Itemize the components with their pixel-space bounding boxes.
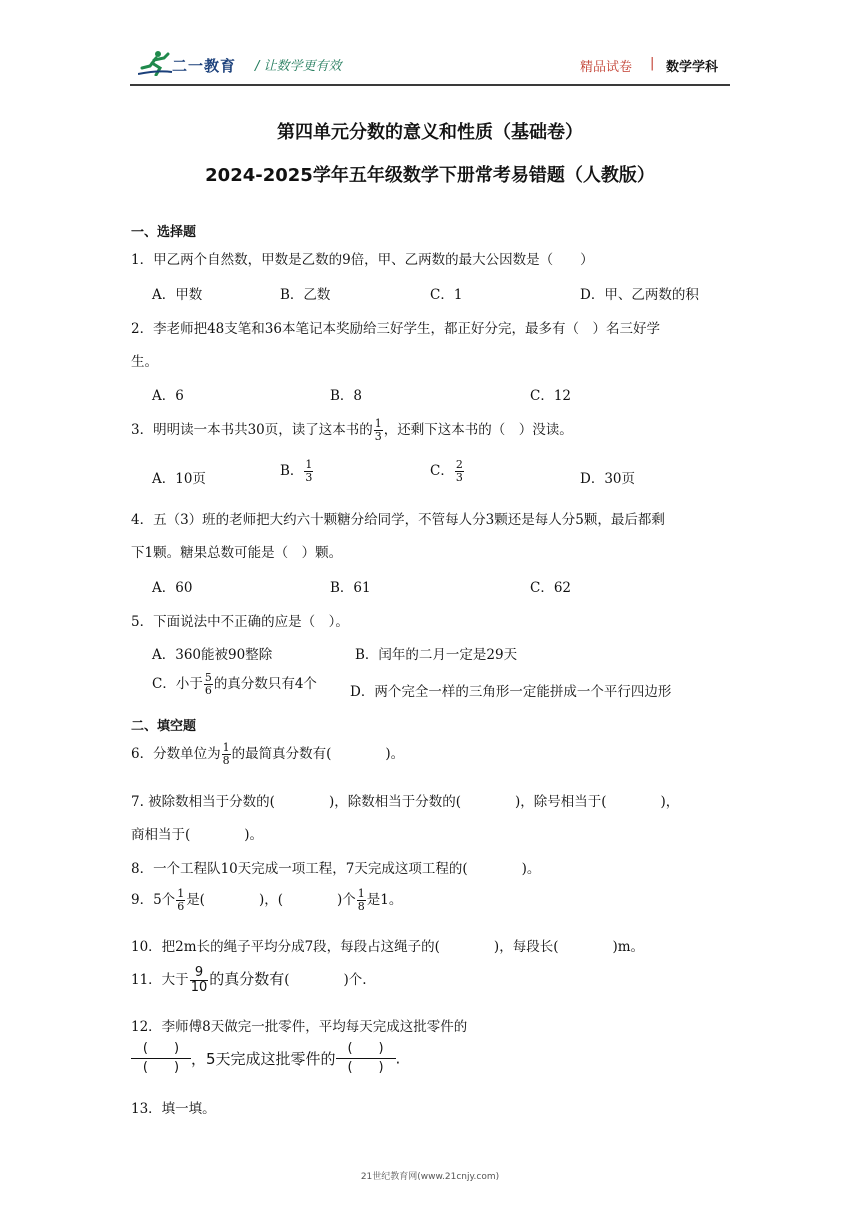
- fraction-1-3: [304, 459, 313, 484]
- denominator: 3: [374, 430, 382, 443]
- question-12-line1: 12．李师傅8天做完一批零件，平均每天完成这批零件的: [131, 1019, 468, 1035]
- q11-suffix: ( )个.: [284, 972, 367, 988]
- numerator: 1: [222, 741, 230, 754]
- q5-option-c-prefix: C．小于: [152, 676, 203, 692]
- blank-fraction[interactable]: [131, 1040, 191, 1077]
- numerator: 5: [204, 671, 212, 684]
- fraction-5-6: [204, 672, 213, 697]
- q3-option-b-label: B．: [280, 463, 304, 479]
- q2-option-c: C．12: [530, 388, 572, 404]
- numerator: 9: [190, 966, 209, 981]
- q5-option-a: A．360能被90整除: [152, 647, 273, 663]
- q9-suffix: 是1。: [366, 892, 403, 908]
- q3-option-d: D．30页: [580, 471, 636, 487]
- q12-middle: ，5天完成这批零件的: [191, 1050, 336, 1068]
- numerator: 1: [357, 887, 365, 900]
- q4-option-c: C．62: [530, 580, 572, 596]
- page-title: 第四单元分数的意义和性质（基础卷）: [277, 122, 583, 143]
- fraction-2-3: [455, 459, 464, 484]
- fraction-9-10: [190, 966, 209, 995]
- q5-option-c: [152, 672, 317, 697]
- fraction-1-8: [357, 888, 366, 913]
- q1-option-b: B．乙数: [280, 287, 331, 303]
- question-4-line2: 下1颗。糖果总数可能是（ ）颗。: [131, 545, 343, 561]
- q9-middle: 是( )，( )个: [186, 892, 356, 908]
- fraction-1-8: [222, 742, 231, 767]
- denominator: 3: [455, 471, 463, 484]
- q1-option-d: D．甲、乙两数的积: [580, 287, 699, 303]
- fraction-1-3: [374, 418, 383, 443]
- question-12-line2: [131, 1040, 400, 1077]
- q3-suffix: ，还剩下这本书的（ ）没读。: [383, 422, 573, 438]
- blank-numerator[interactable]: ( ): [131, 1040, 191, 1059]
- premium-label: 精品试卷: [580, 60, 633, 75]
- blank-numerator[interactable]: ( ): [336, 1040, 396, 1059]
- denominator: 10: [190, 980, 208, 995]
- q11-prefix: 11．大于: [131, 972, 189, 988]
- q11-middle: 的真分数有: [209, 970, 285, 988]
- question-11: [131, 966, 367, 995]
- denominator: 8: [357, 900, 365, 913]
- q1-option-a: A．甲数: [152, 287, 203, 303]
- header-separator: |: [650, 56, 655, 71]
- numerator: 2: [455, 458, 463, 471]
- question-2-line2: 生。: [131, 354, 158, 370]
- q2-option-a: A．6: [152, 388, 184, 404]
- question-7-line2: 商相当于( )。: [131, 827, 264, 843]
- denominator: 3: [305, 471, 313, 484]
- question-3: [131, 418, 573, 443]
- q3-option-a: A．10页: [152, 471, 206, 487]
- numerator: 1: [374, 417, 382, 430]
- question-6: [131, 742, 404, 767]
- section-heading-fill: 二、填空题: [131, 719, 197, 734]
- q5-option-c-suffix: 的真分数只有4个: [213, 676, 317, 692]
- blank-denominator[interactable]: ( ): [347, 1060, 384, 1075]
- brand-name: 二一教育: [172, 57, 237, 75]
- question-5: 5．下面说法中不正确的应是（ ）。: [131, 614, 349, 630]
- question-10: 10．把2m长的绳子平均分成7段，每段占这绳子的( )，每段长( )m。: [131, 939, 645, 955]
- numerator: 1: [305, 458, 313, 471]
- page-footer: 21世纪教育网(www.21cnjy.com): [360, 1172, 500, 1182]
- q6-prefix: 6．分数单位为: [131, 746, 221, 762]
- question-4-line1: 4．五（3）班的老师把大约六十颗糖分给同学，不管每人分3颗还是每人分5颗，最后都剩: [131, 512, 665, 528]
- q4-option-b: B．61: [330, 580, 371, 596]
- question-8: 8．一个工程队10天完成一项工程，7天完成这项工程的( )。: [131, 861, 541, 877]
- q12-end: .: [395, 1049, 401, 1068]
- denominator: 6: [204, 684, 212, 697]
- q3-prefix: 3．明明读一本书共30页，读了这本书的: [131, 422, 373, 438]
- denominator: 6: [177, 900, 185, 913]
- header-divider: [130, 84, 730, 86]
- numerator: 1: [177, 887, 185, 900]
- question-9: [131, 888, 402, 913]
- denominator: 8: [222, 754, 230, 767]
- question-1: 1．甲乙两个自然数，甲数是乙数的9倍，甲、乙两数的最大公因数是（ ）: [131, 252, 594, 268]
- slogan-text: 让数学更有效: [263, 59, 342, 74]
- blank-fraction[interactable]: [336, 1040, 396, 1077]
- q6-suffix: 的最简真分数有( )。: [231, 746, 405, 762]
- q5-option-d: D．两个完全一样的三角形一定能拼成一个平行四边形: [350, 684, 672, 700]
- section-heading-choice: 一、选择题: [131, 225, 197, 240]
- page-subtitle: 2024-2025学年五年级数学下册常考易错题（人教版）: [205, 165, 655, 186]
- q9-prefix: 9．5个: [131, 892, 176, 908]
- question-2-line1: 2．李老师把48支笔和36本笔记本奖励给三好学生，都正好分完，最多有（ ）名三好学: [131, 321, 660, 337]
- subject-label: 数学学科: [666, 60, 719, 75]
- brand-slogan: / 让数学更有效: [255, 59, 342, 74]
- fraction-1-6: [176, 888, 185, 913]
- question-13: 13．填一填。: [131, 1101, 216, 1117]
- q5-option-b: B．闰年的二月一定是29天: [355, 647, 518, 663]
- q3-option-c-label: C．: [430, 463, 454, 479]
- question-7-line1: 7. 被除数相当于分数的( )，除数相当于分数的( )，除号相当于( )，: [131, 794, 680, 810]
- q3-option-c: [430, 459, 465, 484]
- q1-option-c: C．1: [430, 287, 463, 303]
- q2-option-b: B．8: [330, 388, 363, 404]
- q4-option-a: A．60: [152, 580, 193, 596]
- q3-option-b: [280, 459, 314, 484]
- blank-denominator[interactable]: ( ): [142, 1060, 180, 1075]
